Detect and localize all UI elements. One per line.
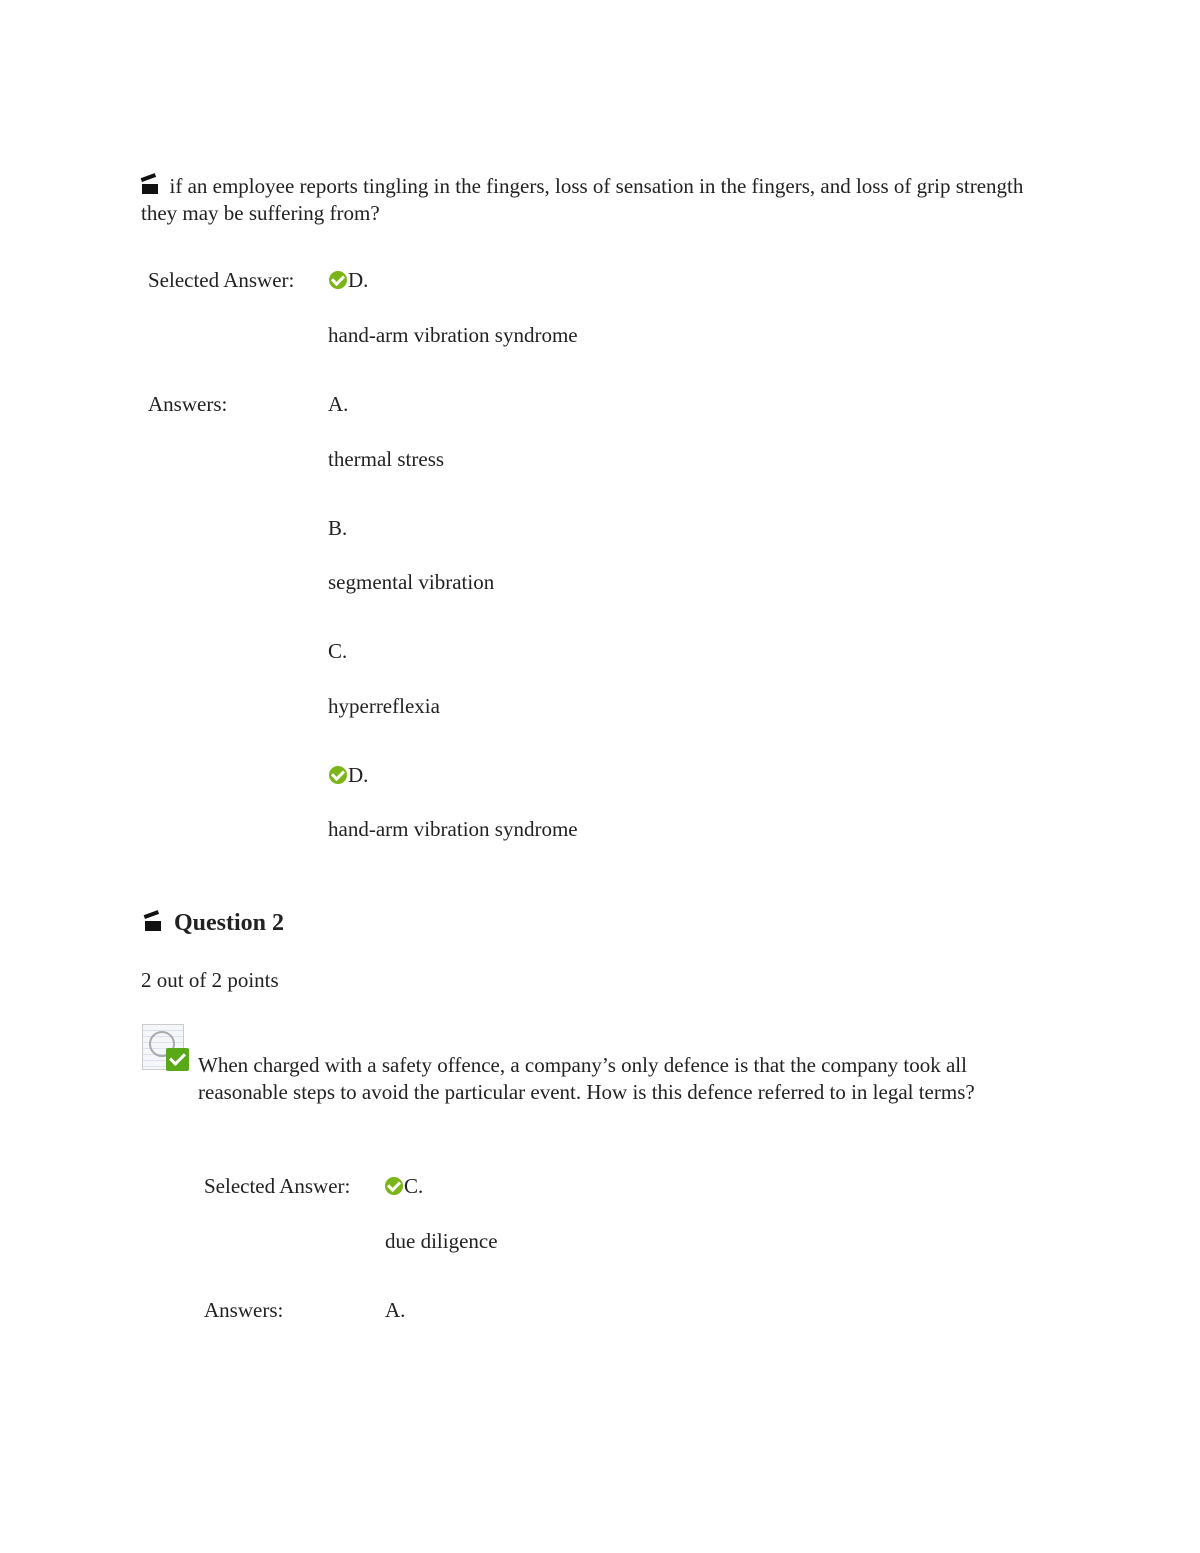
answer-text: thermal stress xyxy=(328,447,445,471)
clapperboard-icon xyxy=(141,178,159,194)
check-icon xyxy=(329,271,347,289)
q1-selected-text: hand-arm vibration syndrome xyxy=(328,323,578,347)
check-icon xyxy=(385,1177,403,1195)
question-2-text: When charged with a safety offence, a company’s only defence is that the company took all reasonable steps to avoid the particular event. How is this defence referred to in legal terms? xyxy=(198,1053,975,1104)
correct-answer-icon xyxy=(142,1024,190,1072)
question-2-heading: Question 2 xyxy=(144,910,284,937)
q2-selected-text: due diligence xyxy=(385,1229,498,1253)
q2-points: 2 out of 2 points xyxy=(141,968,279,992)
answer-text: segmental vibration xyxy=(328,570,495,594)
answer-letter: A. xyxy=(328,392,349,416)
q1-answers-label: Answers: xyxy=(148,392,228,416)
q2-answers-label: Answers: xyxy=(204,1298,284,1322)
answer-letter: B. xyxy=(328,516,348,540)
q1-selected-label: Selected Answer: xyxy=(148,268,295,292)
q1-selected-letter: D. xyxy=(329,268,368,293)
question-1-text: if an employee reports tingling in the fingers, loss of sensation in the fingers, and loss of grip strength they may be suffering from? xyxy=(141,174,1024,225)
answer-text: hand-arm vibration syndrome xyxy=(328,817,578,841)
check-icon xyxy=(329,766,347,784)
answer-letter: C. xyxy=(328,639,348,663)
answer-letter-correct: D. xyxy=(329,763,368,788)
answer-letter: A. xyxy=(385,1298,406,1322)
answer-text: hyperreflexia xyxy=(328,694,440,718)
q2-selected-letter: C. xyxy=(385,1174,423,1199)
q2-selected-label: Selected Answer: xyxy=(204,1174,351,1198)
clapperboard-icon xyxy=(144,915,162,931)
